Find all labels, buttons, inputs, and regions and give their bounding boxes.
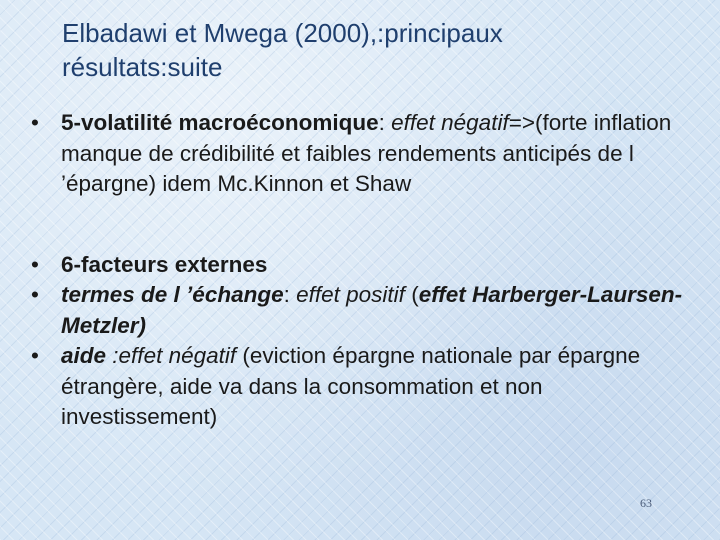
bullet-volatility-text: =>(forte inflation manque de crédibilité et faibles rendements anticipés de l ’épargne) idem Mc.Kinnon et Shaw	[61, 110, 672, 196]
bullet-terms-of-trade-paren: (	[404, 282, 419, 307]
bullet-terms-of-trade-effect: effet positif	[296, 282, 405, 307]
title-line-1: Elbadawi et Mwega (2000),:principaux	[62, 18, 503, 48]
bullet-volatility-label: 5-volatilité macroéconomique	[61, 110, 379, 135]
slide-title	[62, 16, 682, 84]
bullet-spacer	[28, 200, 698, 250]
page-number: 63	[640, 496, 652, 510]
bullet-aid-label: aide	[61, 343, 107, 368]
bullet-volatility	[28, 108, 698, 200]
title-line-2: résultats:suite	[62, 52, 223, 82]
bullet-volatility-effect: effet négatif	[391, 110, 509, 135]
bullet-terms-of-trade	[28, 280, 698, 341]
bullet-terms-of-trade-sep: :	[283, 282, 297, 307]
bullet-external-factors	[28, 250, 698, 281]
bullet-aid-text: (eviction épargne nationale par épargne étrangère, aide va dans la consommation et non investissement)	[61, 343, 641, 429]
bullet-aid	[28, 341, 698, 433]
bullet-aid-effect: effet négatif	[118, 343, 237, 368]
bullet-aid-sep: :	[106, 343, 119, 368]
bullet-terms-of-trade-effect-name: effet Harberger-Laursen-Metzler)	[61, 282, 683, 338]
bullet-list	[28, 108, 698, 433]
bullet-volatility-sep: :	[378, 110, 392, 135]
bullet-terms-of-trade-label: termes de l ’échange	[61, 282, 284, 307]
bullet-external-factors-label: 6-facteurs externes	[61, 251, 268, 277]
